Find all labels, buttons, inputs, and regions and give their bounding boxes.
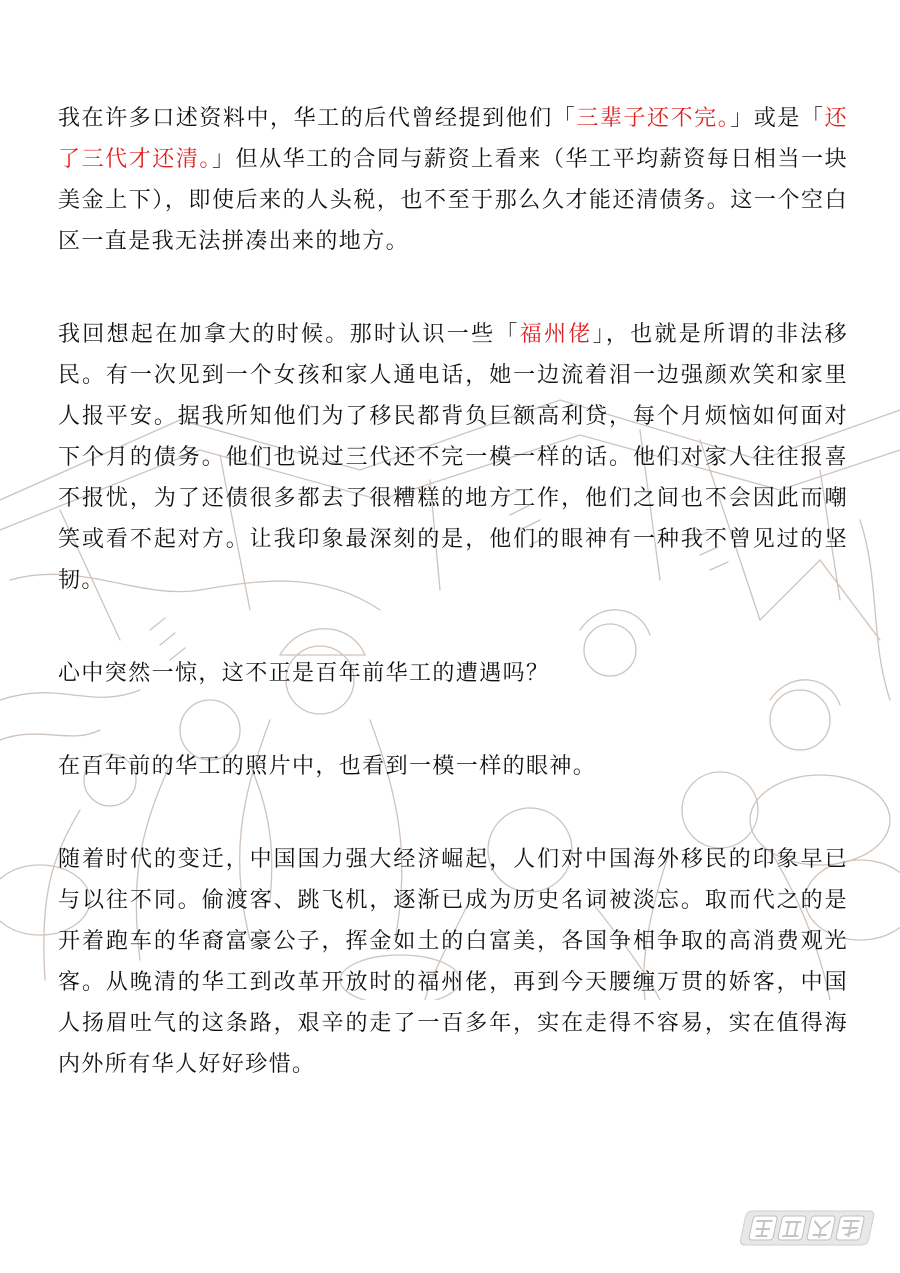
tencent-comic-watermark-logo <box>738 1205 878 1251</box>
text-segment: 」但从华工的合同与薪资上看来（华工平均薪资每日相当一块美金上下），即使后来的人头税，也不至于那么久才能还清债务。这一个空白区一直是我无法拼凑出来的地方。 <box>58 147 848 254</box>
highlighted-phrase: 三辈子还不完。 <box>576 106 731 131</box>
text-segment: 」或是「 <box>730 106 825 131</box>
paragraph-2 <box>58 314 848 601</box>
text-segment: 在百年前的华工的照片中，也看到一模一样的眼神。 <box>58 754 597 779</box>
text-segment: 」，也就是所谓的非法移民。有一次见到一个女孩和家人通电话，她一边流着泪一边强颜欢笑和家里人报平安。据我所知他们为了移民都背负巨额高利贷，每个月烦恼如何面对下个月的债务。他们也说过三代还不完一模一样的话。他们对家人往往报喜不报忧，为了还债很多都去了很糟糕的地方工作，他们之间也不会因此而嘲笑或看不起对方。让我印象最深刻的是，他们的眼神有一种我不曾见过的坚韧。 <box>58 322 849 593</box>
text-segment: 心中突然一惊，这不正是百年前华工的遭遇吗？ <box>58 661 550 686</box>
text-segment: 我回想起在加拿大的时候。那时认识一些「 <box>58 322 520 347</box>
text-segment: 随着时代的变迁，中国国力强大经济崛起，人们对中国海外移民的印象早已与以往不同。偷渡客、跳飞机，逐渐已成为历史名词被淡忘。取而代之的是开着跑车的华裔富豪公子，挥金如土的白富美，各国争相争取的高消费观光客。从晚清的华工到改革开放时的福州佬，再到今天腰缠万贯的娇客，中国人扬眉吐气的这条路，艰辛的走了一百多年，实在走得不容易，实在值得海内外所有华人好好珍惜。 <box>58 847 848 1077</box>
highlighted-phrase: 福州佬 <box>519 322 593 347</box>
paragraph-4 <box>58 746 848 787</box>
paragraph-3 <box>58 653 848 694</box>
paragraph-5 <box>58 839 848 1085</box>
highlighted-phrase: 还了三代才还清。 <box>58 106 848 172</box>
text-segment: 我在许多口述资料中，华工的后代曾经提到他们「 <box>58 106 577 131</box>
paragraph-1 <box>58 98 848 262</box>
article-body <box>58 98 848 1137</box>
